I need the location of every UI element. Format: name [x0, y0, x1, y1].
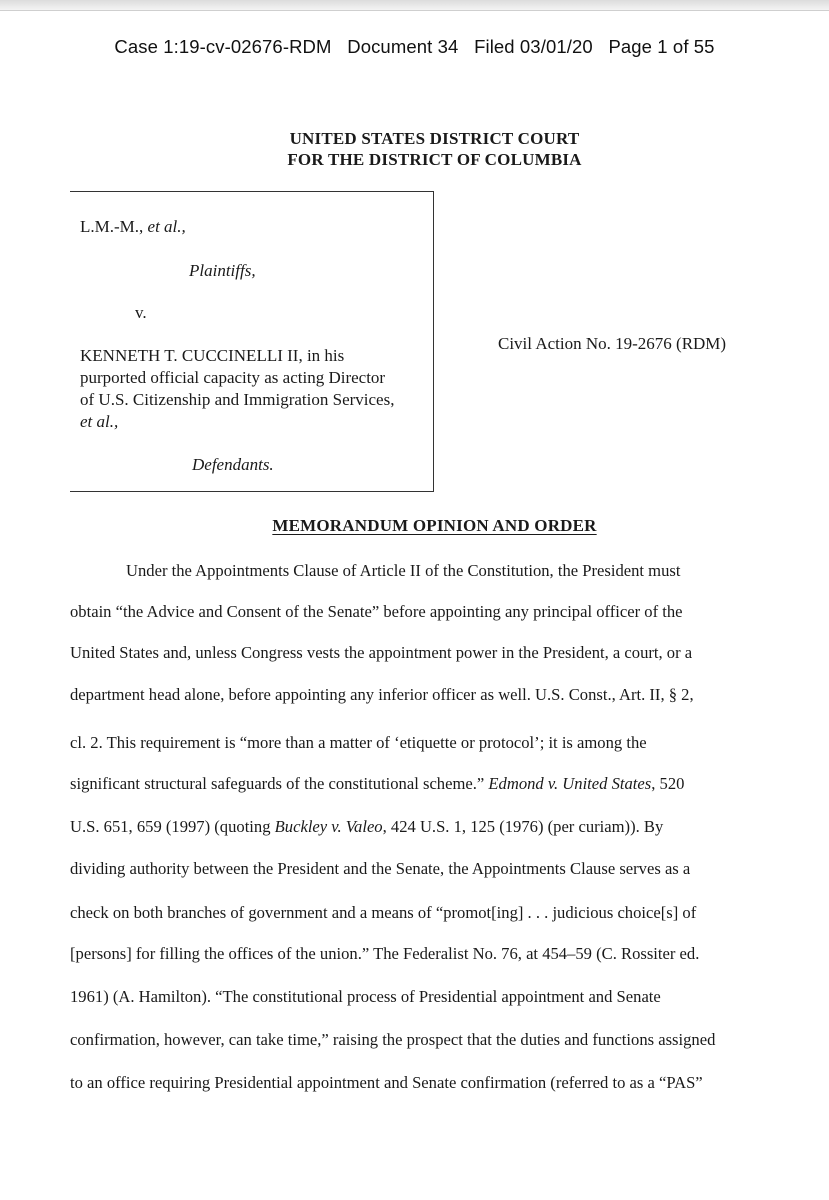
defendants-label: Defendants.	[192, 455, 274, 474]
plaintiff-name: L.M.-M.,	[80, 217, 144, 236]
defendant-line-3: of U.S. Citizenship and Immigration Services,	[80, 390, 395, 409]
body-line-9: check on both branches of government and a means of “promot[ing] . . . judicious choice[s] of	[70, 903, 697, 922]
plaintiff-line	[80, 216, 186, 238]
body-line-10: [persons] for filling the offices of the union.” The Federalist No. 76, at 454–59 (C. Rossiter ed.	[70, 944, 700, 963]
body-line-2: obtain “the Advice and Consent of the Senate” before appointing any principal officer of the	[70, 602, 683, 621]
case-citation-buckley: Buckley v. Valeo	[274, 817, 383, 836]
body-line-12: confirmation, however, can take time,” raising the prospect that the duties and functions assigned	[70, 1030, 716, 1049]
body-line-8: dividing authority between the President and the Senate, the Appointments Clause serves as a	[70, 859, 691, 878]
body-line-11: 1961) (A. Hamilton). “The constitutional process of Presidential appointment and Senate	[70, 987, 661, 1006]
body-line-1: Under the Appointments Clause of Article II of the Constitution, the President must	[126, 561, 681, 580]
defendant-line-1: KENNETH T. CUCCINELLI II, in his	[80, 346, 345, 365]
civil-action-number: Civil Action No. 19-2676 (RDM)	[498, 334, 727, 353]
versus: v.	[135, 303, 147, 322]
case-header: Case 1:19-cv-02676-RDM Document 34 Filed 03/01/20 Page 1 of 55	[114, 36, 715, 57]
defendant-line-2: purported official capacity as acting Director	[80, 368, 386, 387]
court-name-line-1: UNITED STATES DISTRICT COURT	[289, 129, 580, 148]
plaintiff-et-al: et al.,	[147, 217, 186, 236]
body-line-7: U.S. 651, 659 (1997) (quoting Buckley v. Valeo, 424 U.S. 1, 125 (1976) (per curiam)). By	[70, 817, 664, 836]
court-name-line-2: FOR THE DISTRICT OF COLUMBIA	[287, 150, 582, 169]
body-line-6: significant structural safeguards of the constitutional scheme.” Edmond v. United States, 520	[70, 774, 685, 793]
body-line-13: to an office requiring Presidential appointment and Senate confirmation (referred to as a “PAS”	[70, 1073, 703, 1092]
body-line-5: cl. 2. This requirement is “more than a matter of ‘etiquette or protocol’; it is among the	[70, 733, 647, 752]
window-top-edge	[0, 0, 829, 11]
defendant-et-al: et al.,	[80, 412, 119, 431]
body-line-3: United States and, unless Congress vests the appointment power in the President, a court, or a	[70, 643, 693, 662]
plaintiffs-label: Plaintiffs,	[189, 261, 256, 280]
document-title: MEMORANDUM OPINION AND ORDER	[272, 516, 597, 535]
body-line-4: department head alone, before appointing any inferior officer as well. U.S. Const., Art. II, § 2,	[70, 685, 694, 704]
case-citation-edmond: Edmond v. United States	[488, 774, 652, 793]
